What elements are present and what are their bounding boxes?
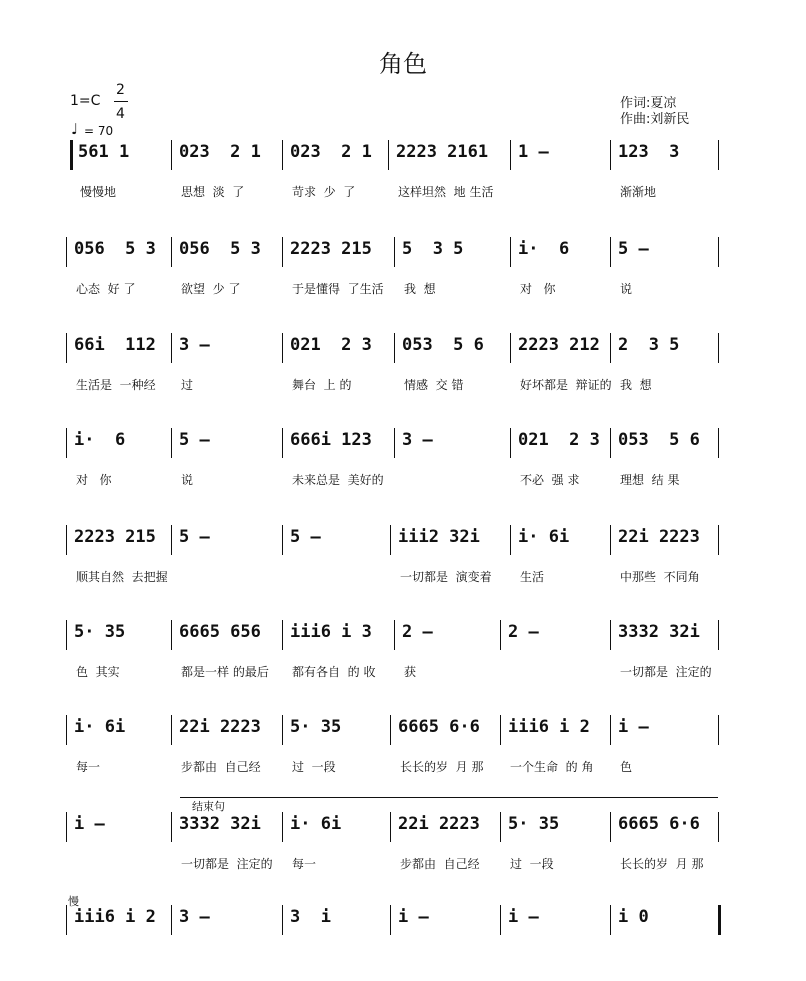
lyric-text: 长长的岁 月 那 <box>400 760 484 774</box>
measure-notes: 2223 2161 <box>396 142 489 162</box>
time-signature-line <box>114 101 128 102</box>
barline <box>66 812 67 842</box>
measure-notes: iii6 i 2 <box>508 717 590 737</box>
barline <box>282 333 283 363</box>
barline <box>282 715 283 745</box>
measure-notes: i· 6i <box>290 814 342 834</box>
measure-notes: i· 6 <box>74 430 126 450</box>
lyric-text: 这样坦然 地 生活 <box>398 185 494 199</box>
barline <box>610 525 611 555</box>
measure-notes: 5· 35 <box>74 622 126 642</box>
lyric-text: 色 <box>620 760 633 774</box>
ending-label: 结束句 <box>192 800 225 813</box>
lyric-text: 每一 <box>76 760 101 774</box>
key-signature: 1=C <box>70 93 101 109</box>
barline <box>171 715 172 745</box>
barline <box>66 333 67 363</box>
lyric-text: 欲望 少 了 <box>181 282 241 296</box>
barline <box>718 428 719 458</box>
measure-notes: 5 – <box>179 430 210 450</box>
measure-notes: 3332 32i <box>179 814 261 834</box>
ending-bracket <box>180 797 718 798</box>
lyric-text: 步都由 自己经 <box>181 760 261 774</box>
measure-notes: 021 2 3 <box>518 430 600 450</box>
lyric-text: 未来总是 美好的 <box>292 473 384 487</box>
lyric-text: 于是懂得 了生活 <box>292 282 384 296</box>
measure-notes: iii2 32i <box>398 527 480 547</box>
measure-notes: 561 1 <box>78 142 130 162</box>
barline <box>171 525 172 555</box>
score-title: 角色 <box>379 50 427 78</box>
barline <box>394 428 395 458</box>
staff-line <box>0 428 806 458</box>
lyric-text: 说 <box>620 282 633 296</box>
lyric-text: 获 <box>404 665 417 679</box>
barline <box>171 333 172 363</box>
barline <box>171 905 172 935</box>
measure-notes: i – <box>618 717 649 737</box>
barline <box>610 812 611 842</box>
barline <box>718 237 719 267</box>
barline <box>394 237 395 267</box>
measure-notes: 2223 212 <box>518 335 600 355</box>
barline <box>718 812 719 842</box>
barline <box>390 905 391 935</box>
barline <box>510 140 511 170</box>
staff-line <box>0 715 806 745</box>
measure-notes: i· 6i <box>518 527 570 547</box>
measure-notes: 053 5 6 <box>402 335 484 355</box>
lyric-text: 都有各自 的 收 <box>292 665 376 679</box>
measure-notes: 3 – <box>179 335 210 355</box>
measure-notes: 22i 2223 <box>618 527 700 547</box>
lyric-text: 心态 好 了 <box>76 282 136 296</box>
quarter-note-icon: ♩ <box>71 120 79 138</box>
measure-notes: 5 – <box>618 239 649 259</box>
measure-notes: 6665 6·6 <box>618 814 700 834</box>
barline <box>718 715 719 745</box>
measure-notes: 2 3 5 <box>618 335 680 355</box>
measure-notes: 2223 215 <box>290 239 372 259</box>
barline <box>171 140 172 170</box>
barline <box>282 140 283 170</box>
measure-notes: i· 6 <box>518 239 570 259</box>
lyric-text: 苛求 少 了 <box>292 185 356 199</box>
lyric-text: 过 一段 <box>510 857 554 871</box>
lyric-text: 不必 强 求 <box>520 473 580 487</box>
measure-notes: 053 5 6 <box>618 430 700 450</box>
measure-notes: 2223 215 <box>74 527 156 547</box>
barline <box>66 525 67 555</box>
measure-notes: 123 3 <box>618 142 680 162</box>
barline <box>66 905 67 935</box>
barline <box>610 715 611 745</box>
staff-line <box>0 333 806 363</box>
barline <box>610 620 611 650</box>
measure-notes: 5 3 5 <box>402 239 464 259</box>
measure-notes: 5 – <box>290 527 321 547</box>
measure-notes: i 0 <box>618 907 649 927</box>
lyric-text: 中那些 不同角 <box>620 570 700 584</box>
lyric-text: 渐渐地 <box>620 185 657 199</box>
barline <box>388 140 389 170</box>
barline <box>70 140 73 170</box>
measure-notes: 3 – <box>402 430 433 450</box>
staff-line <box>0 905 806 935</box>
measure-notes: 2 – <box>508 622 539 642</box>
barline <box>390 525 391 555</box>
barline <box>282 905 283 935</box>
measure-notes: 3 i <box>290 907 331 927</box>
barline <box>66 620 67 650</box>
barline <box>718 905 721 935</box>
barline <box>718 333 719 363</box>
staff-line <box>0 140 806 170</box>
barline <box>510 525 511 555</box>
measure-notes: 6665 6·6 <box>398 717 480 737</box>
staff-line <box>0 812 806 842</box>
barline <box>610 905 611 935</box>
lyric-text: 好坏都是 辩证的 <box>520 378 612 392</box>
lyricist-credit: 作词:夏凉 <box>620 96 677 111</box>
lyric-text: 对 你 <box>76 473 112 487</box>
staff-line <box>0 237 806 267</box>
barline <box>610 428 611 458</box>
barline <box>510 237 511 267</box>
barline <box>500 620 501 650</box>
barline <box>390 812 391 842</box>
measure-notes: 021 2 3 <box>290 335 372 355</box>
lyric-text: 理想 结 果 <box>620 473 680 487</box>
measure-notes: i – <box>508 907 539 927</box>
barline <box>66 237 67 267</box>
barline <box>718 620 719 650</box>
barline <box>394 333 395 363</box>
barline <box>390 715 391 745</box>
lyric-text: 一个生命 的 角 <box>510 760 594 774</box>
lyric-text: 步都由 自己经 <box>400 857 480 871</box>
barline <box>718 525 719 555</box>
staff-line <box>0 620 806 650</box>
barline <box>394 620 395 650</box>
barline <box>500 812 501 842</box>
barline <box>282 812 283 842</box>
lyric-text: 每一 <box>292 857 317 871</box>
measure-notes: 023 2 1 <box>179 142 261 162</box>
measure-notes: 66i 112 <box>74 335 156 355</box>
lyric-text: 生活 <box>520 570 545 584</box>
measure-notes: i – <box>74 814 105 834</box>
barline <box>171 237 172 267</box>
barline <box>66 715 67 745</box>
lyric-text: 说 <box>181 473 194 487</box>
lyric-text: 一切都是 注定的 <box>181 857 273 871</box>
barline <box>510 428 511 458</box>
measure-notes: 3 – <box>179 907 210 927</box>
lyric-text: 都是一样 的最后 <box>181 665 269 679</box>
barline <box>510 333 511 363</box>
lyric-text: 情感 交 错 <box>404 378 464 392</box>
measure-notes: 023 2 1 <box>290 142 372 162</box>
measure-notes: iii6 i 3 <box>290 622 372 642</box>
lyric-text: 生活是 一种经 <box>76 378 156 392</box>
tempo-mark: 慢 <box>68 895 79 908</box>
barline <box>500 715 501 745</box>
lyric-text: 过 一段 <box>292 760 336 774</box>
measure-notes: 22i 2223 <box>179 717 261 737</box>
barline <box>610 333 611 363</box>
lyric-text: 舞台 上 的 <box>292 378 352 392</box>
measure-notes: 1 – <box>518 142 549 162</box>
composer-credit: 作曲:刘新民 <box>620 112 690 127</box>
barline <box>282 237 283 267</box>
measure-notes: i· 6i <box>74 717 126 737</box>
staff-line <box>0 525 806 555</box>
lyric-text: 慢慢地 <box>80 185 117 199</box>
measure-notes: 666i 123 <box>290 430 372 450</box>
barline <box>610 140 611 170</box>
measure-notes: 2 – <box>402 622 433 642</box>
measure-notes: 5 – <box>179 527 210 547</box>
lyric-text: 我 想 <box>404 282 436 296</box>
barline <box>171 620 172 650</box>
measure-notes: i – <box>398 907 429 927</box>
measure-notes: 5· 35 <box>290 717 342 737</box>
lyric-text: 色 其实 <box>76 665 120 679</box>
barline <box>66 428 67 458</box>
barline <box>282 525 283 555</box>
lyric-text: 我 想 <box>620 378 652 392</box>
lyric-text: 思想 淡 了 <box>181 185 245 199</box>
barline <box>718 140 719 170</box>
barline <box>171 812 172 842</box>
lyric-text: 长长的岁 月 那 <box>620 857 704 871</box>
measure-notes: 056 5 3 <box>74 239 156 259</box>
lyric-text: 顺其自然 去把握 <box>76 570 168 584</box>
measure-notes: 22i 2223 <box>398 814 480 834</box>
barline <box>282 428 283 458</box>
measure-notes: 5· 35 <box>508 814 560 834</box>
lyric-text: 一切都是 演变着 <box>400 570 492 584</box>
time-signature-bottom: 4 <box>116 106 125 122</box>
lyric-text: 一切都是 注定的 <box>620 665 712 679</box>
barline <box>171 428 172 458</box>
measure-notes: 3332 32i <box>618 622 700 642</box>
barline <box>282 620 283 650</box>
measure-notes: 6665 656 <box>179 622 261 642</box>
lyric-text: 对 你 <box>520 282 556 296</box>
tempo-value: = 70 <box>84 124 114 138</box>
lyric-text: 过 <box>181 378 194 392</box>
barline <box>500 905 501 935</box>
time-signature-top: 2 <box>116 82 125 98</box>
measure-notes: 056 5 3 <box>179 239 261 259</box>
barline <box>610 237 611 267</box>
measure-notes: iii6 i 2 <box>74 907 156 927</box>
